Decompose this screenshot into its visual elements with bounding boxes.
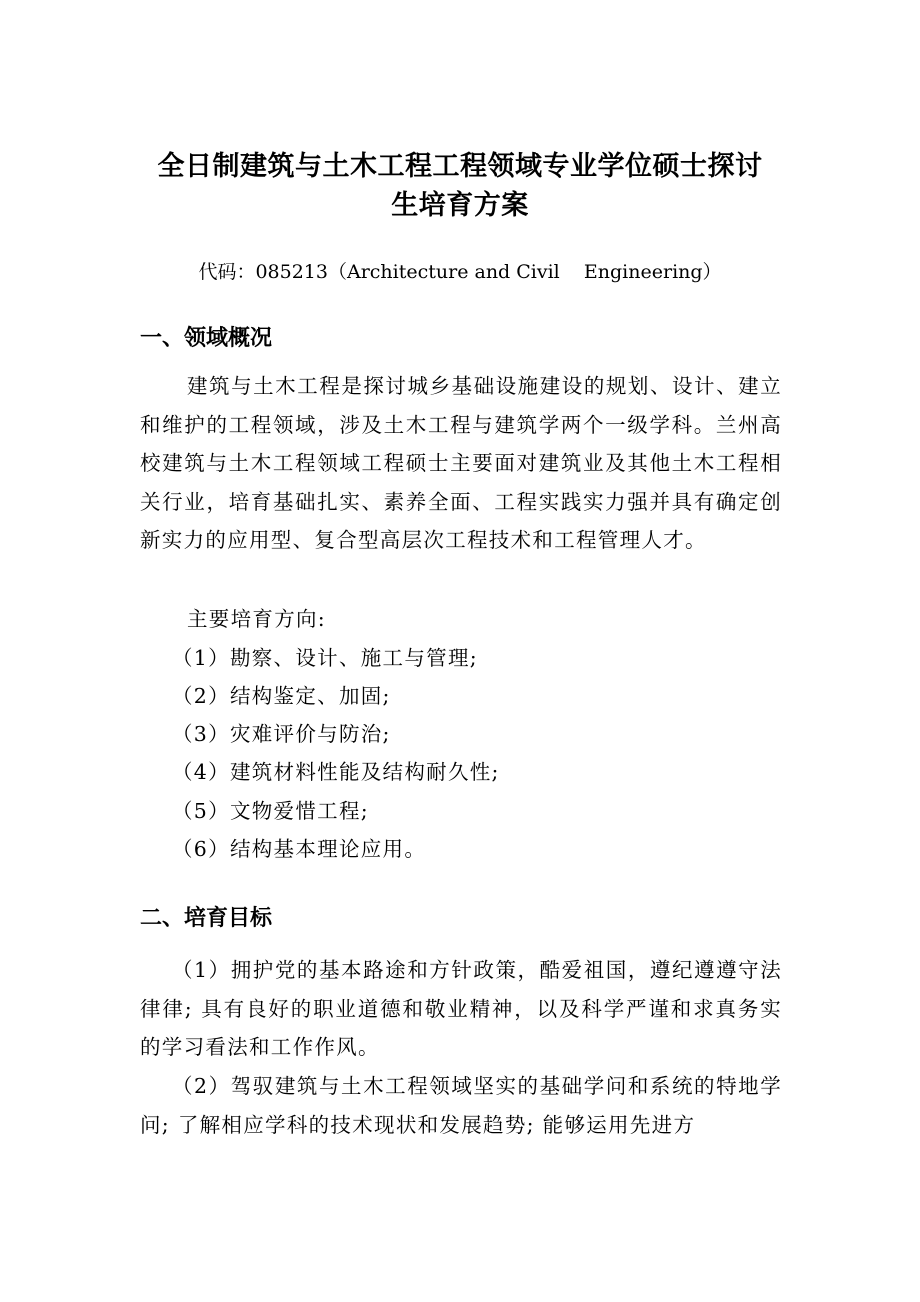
direction-item: （1）勘察、设计、施工与管理; bbox=[172, 646, 478, 670]
goal-paragraph: （1）拥护党的基本路途和方针政策，酷爱祖国，遵纪遵遵守法律律; 具有良好的职业道德和敬业精神，以及科学严谨和求真务实的学习看法和工作作风。 bbox=[140, 958, 782, 1060]
direction-item: （3）灾难评价与防治; bbox=[172, 722, 391, 746]
document-title-line-1: 全日制建筑与土木工程工程领域专业学位硕士探讨 bbox=[157, 151, 763, 182]
section-heading-overview: 一、领域概况 bbox=[140, 326, 273, 351]
section-heading-goals: 二、培育目标 bbox=[140, 906, 273, 931]
direction-item: （2）结构鉴定、加固; bbox=[172, 684, 391, 708]
goal-paragraph: （2）驾驭建筑与土木工程领域坚实的基础学问和系统的特地学问; 了解相应学科的技术现状和发展趋势; 能够运用先进方 bbox=[140, 1074, 782, 1137]
directions-label: 主要培育方向: bbox=[187, 607, 327, 631]
direction-item: （5）文物爱惜工程; bbox=[172, 799, 369, 823]
direction-item: （6）结构基本理论应用。 bbox=[172, 837, 427, 861]
document-title-line-2: 生培育方案 bbox=[391, 190, 529, 221]
program-code-line: 代码：085213（Architecture and Civil Engineering） bbox=[198, 261, 722, 283]
overview-paragraph: 建筑与土木工程是探讨城乡基础设施建设的规划、设计、建立和维护的工程领域，涉及土木工程与建筑学两个一级学科。兰州高校建筑与土木工程领域工程硕士主要面对建筑业及其他土木工程相关行业，培育基础扎实、素养全面、工程实践实力强并具有确定创新实力的应用型、复合型高层次工程技术和工程管理人才。 bbox=[140, 374, 782, 553]
direction-item: （4）建筑材料性能及结构耐久性; bbox=[172, 760, 500, 784]
